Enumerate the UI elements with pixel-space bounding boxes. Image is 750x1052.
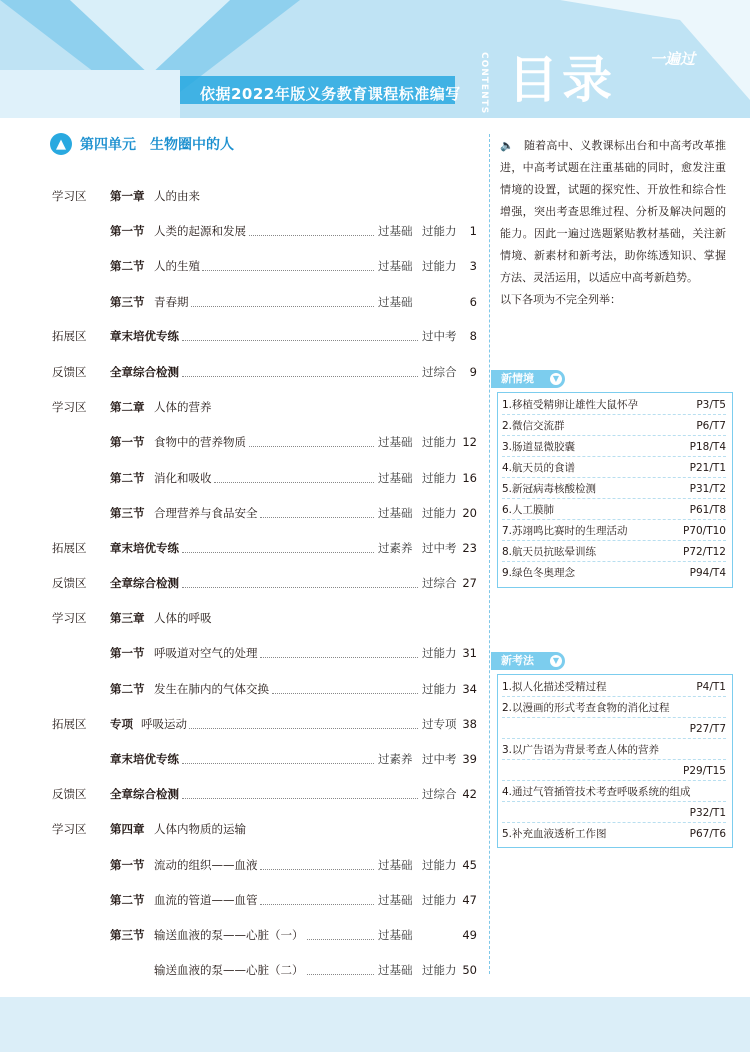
leader-dots [214, 482, 374, 483]
toc-page: 39 [462, 752, 477, 766]
toc-tag: 过基础 [378, 224, 413, 238]
toc-tag: 过基础 [378, 471, 413, 485]
list-item-ref: P29/T15 [682, 765, 726, 777]
toc-title: 血流的管道——血管 [154, 893, 258, 907]
toc-chapter: 全章综合检测 [110, 787, 179, 801]
list-item-text: 2.以漫画的形式考查食物的消化过程 [502, 702, 670, 714]
leader-dots [307, 974, 374, 975]
list-item-ref: P4/T1 [696, 681, 726, 693]
toc-tag: 过基础 [378, 963, 413, 977]
list-item-ref: P18/T4 [689, 441, 726, 453]
new-situations-label: 新情境 [501, 372, 534, 385]
toc-page: 27 [462, 576, 477, 590]
toc-chapter: 全章综合检测 [110, 365, 179, 379]
chevron-down-icon: ▼ [550, 655, 562, 667]
toc-chapter: 第一节 [110, 224, 145, 238]
leader-dots [182, 340, 418, 341]
leader-dots [182, 552, 374, 553]
toc-tag: 过能力 [422, 682, 457, 696]
page-title: 目录 [508, 51, 616, 109]
toc-row[interactable] [0, 538, 485, 558]
toc-title: 人类的起源和发展 [154, 224, 246, 238]
toc-tag: 过综合 [422, 365, 457, 379]
toc-page: 12 [462, 435, 477, 449]
toc-tag: 过能力 [422, 893, 457, 907]
toc-chapter: 专项 [110, 717, 133, 731]
toc-title: 发生在肺内的气体交换 [154, 682, 269, 696]
toc-tag: 过能力 [422, 963, 457, 977]
toc-chapter: 章末培优专练 [110, 541, 179, 555]
toc-tag: 过综合 [422, 576, 457, 590]
toc-page: 23 [462, 541, 477, 555]
toc-row[interactable] [0, 643, 485, 663]
toc-row[interactable] [0, 256, 485, 276]
toc-row[interactable] [0, 749, 485, 769]
toc-row[interactable] [0, 362, 485, 382]
toc-zone: 拓展区 [52, 329, 87, 343]
toc-row[interactable] [0, 925, 485, 945]
toc-page: 1 [469, 224, 477, 238]
toc-tag: 过中考 [422, 752, 457, 766]
leader-dots [182, 587, 418, 588]
unit-title: 第四单元 生物圈中的人 [80, 137, 234, 153]
toc-page: 6 [469, 295, 477, 309]
toc-page: 34 [462, 682, 477, 696]
toc-zone: 拓展区 [52, 717, 87, 731]
toc-row[interactable] [0, 503, 485, 523]
toc-chapter: 第二节 [110, 682, 145, 696]
list-item-text: 1.拟人化描述受精过程 [502, 681, 607, 693]
list-item-ref: P6/T7 [696, 420, 726, 432]
toc-tag: 过能力 [422, 506, 457, 520]
leader-dots [202, 270, 374, 271]
leader-dots [307, 939, 374, 940]
toc-zone: 反馈区 [52, 365, 87, 379]
list-item-ref: P70/T10 [682, 525, 726, 537]
toc-row[interactable] [0, 326, 485, 346]
new-situations-list [497, 392, 733, 588]
toc-page: 3 [469, 259, 477, 273]
leader-dots [189, 728, 418, 729]
toc-tag: 过基础 [378, 928, 413, 942]
list-item [502, 417, 726, 436]
leader-dots [249, 446, 374, 447]
list-item-ref: P32/T1 [689, 807, 726, 819]
list-item-ref: P31/T2 [689, 483, 726, 495]
toc-zone: 反馈区 [52, 576, 87, 590]
toc-row[interactable] [0, 186, 485, 206]
leader-dots [260, 904, 374, 905]
intro-note: 以下各项为不完全列举： [500, 293, 621, 306]
toc-chapter: 第二节 [110, 259, 145, 273]
toc-row[interactable] [0, 819, 485, 839]
leader-dots [182, 376, 418, 377]
list-item [502, 741, 726, 760]
toc-row[interactable] [0, 468, 485, 488]
list-item-ref: P3/T5 [696, 399, 726, 411]
leader-dots [272, 693, 418, 694]
toc-page: 31 [462, 646, 477, 660]
list-item [502, 720, 726, 739]
toc-row[interactable] [0, 855, 485, 875]
toc-chapter: 第二节 [110, 471, 145, 485]
list-item [502, 438, 726, 457]
toc-chapter: 第一节 [110, 646, 145, 660]
leader-dots [260, 657, 418, 658]
toc-title: 输送血液的泵——心脏（二） [154, 963, 304, 977]
toc-row[interactable] [0, 890, 485, 910]
toc-tag: 过基础 [378, 893, 413, 907]
toc-tag: 过素养 [378, 752, 413, 766]
toc-row[interactable] [0, 714, 485, 734]
toc-tag: 过能力 [422, 259, 457, 273]
toc-tag: 过专项 [422, 717, 457, 731]
header-banner [0, 0, 750, 118]
list-item [502, 804, 726, 823]
toc-zone: 学习区 [52, 189, 87, 203]
unit-heading [50, 133, 234, 155]
toc-tag: 过能力 [422, 224, 457, 238]
list-item [502, 678, 726, 697]
list-item-text: 7.苏翊鸣比赛时的生理活动 [502, 525, 628, 537]
toc-row[interactable] [0, 397, 485, 417]
list-item [502, 762, 726, 781]
toc-zone: 学习区 [52, 822, 87, 836]
toc-page: 49 [462, 928, 477, 942]
list-item-text: 4.航天员的食谱 [502, 462, 576, 474]
list-item-text: 2.微信交流群 [502, 420, 565, 432]
toc-title: 人体的营养 [154, 400, 212, 414]
list-item-text: 3.以广告语为背景考查人体的营养 [502, 744, 660, 756]
toc-zone: 学习区 [52, 611, 87, 625]
toc-page: 47 [462, 893, 477, 907]
toc-tag: 过综合 [422, 787, 457, 801]
toc-title: 人的生殖 [154, 259, 200, 273]
toc-tag: 过基础 [378, 435, 413, 449]
toc-title: 输送血液的泵——心脏（一） [154, 928, 304, 942]
toc-chapter: 第三节 [110, 506, 145, 520]
leader-dots [191, 306, 374, 307]
toc-page: 38 [462, 717, 477, 731]
new-situations-tab[interactable] [491, 370, 565, 388]
list-item [502, 459, 726, 478]
toc-tag: 过能力 [422, 646, 457, 660]
toc-title: 食物中的营养物质 [154, 435, 246, 449]
toc-chapter: 第二章 [110, 400, 145, 414]
toc-title: 人的由来 [154, 189, 200, 203]
leader-dots [249, 235, 374, 236]
list-item-ref: P27/T7 [689, 723, 726, 735]
toc-tag: 过能力 [422, 471, 457, 485]
toc-page: 42 [462, 787, 477, 801]
list-item-text: 3.肠道显微胶囊 [502, 441, 576, 453]
toc-chapter: 全章综合检测 [110, 576, 179, 590]
toc-row[interactable] [0, 432, 485, 452]
list-item [502, 501, 726, 520]
toc-chapter: 第一节 [110, 435, 145, 449]
list-item [502, 522, 726, 541]
toc-chapter: 第四章 [110, 822, 145, 836]
list-item-text: 5.补充血液透析工作图 [502, 828, 607, 840]
intro-text: 随着高中、义教课标出台和中高考改革推进，中高考试题在注重基础的同时，愈发注重情境的设置，试题的探究性、开放性和综合性增强，突出考查思维过程、分析及解决问题的能力。因此一遍过选题紧贴教材基础，关注新情境、新素材和新考法，助你练透知识、掌握方法、灵活运用，以适应中高考新趋势。 [500, 139, 726, 284]
column-divider [489, 134, 491, 974]
toc-zone: 反馈区 [52, 787, 87, 801]
toc-row[interactable] [0, 573, 485, 593]
list-item-ref: P21/T1 [689, 462, 726, 474]
list-item [502, 699, 726, 718]
new-methods-label: 新考法 [501, 654, 534, 667]
toc-row[interactable] [0, 608, 485, 628]
toc-title: 人体的呼吸 [154, 611, 212, 625]
leader-dots [260, 517, 374, 518]
list-item-text: 9.绿色冬奥理念 [502, 567, 576, 579]
running-figure-icon: ▲ [50, 133, 72, 155]
contents-label: CONTENTS [479, 52, 489, 115]
list-item-ref: P72/T12 [682, 546, 726, 558]
toc-page: 8 [469, 329, 477, 343]
brand-logo: 一遍过 [650, 50, 696, 68]
toc-title: 青春期 [154, 295, 189, 309]
new-methods-list [497, 674, 733, 848]
toc-tag: 过中考 [422, 541, 457, 555]
toc-title: 消化和吸收 [154, 471, 212, 485]
footer-band [0, 997, 750, 1052]
new-methods-tab[interactable] [491, 652, 565, 670]
toc-page: 9 [469, 365, 477, 379]
toc-chapter: 第三章 [110, 611, 145, 625]
toc-zone: 学习区 [52, 400, 87, 414]
toc-tag: 过中考 [422, 329, 457, 343]
leader-dots [182, 798, 418, 799]
toc-title: 呼吸运动 [141, 717, 187, 731]
toc-title: 合理营养与食品安全 [154, 506, 258, 520]
toc-tag: 过基础 [378, 858, 413, 872]
list-item-ref: P67/T6 [689, 828, 726, 840]
toc-chapter: 第一节 [110, 858, 145, 872]
leader-dots [260, 869, 374, 870]
list-item [502, 543, 726, 562]
toc-chapter: 章末培优专练 [110, 752, 179, 766]
toc-tag: 过素养 [378, 541, 413, 555]
subtitle: 依据2022年版义务教育课程标准编写 [200, 85, 461, 103]
toc-title: 呼吸道对空气的处理 [154, 646, 258, 660]
list-item [502, 783, 726, 802]
list-item-ref: P94/T4 [689, 567, 726, 579]
toc-zone: 拓展区 [52, 541, 87, 555]
toc-tag: 过基础 [378, 259, 413, 273]
toc-title: 人体内物质的运输 [154, 822, 246, 836]
list-item-text: 4.通过气管插管技术考查呼吸系统的组成 [502, 786, 691, 798]
intro-paragraph [500, 135, 726, 311]
toc-title: 流动的组织——血液 [154, 858, 258, 872]
list-item-text: 8.航天员抗眩晕训练 [502, 546, 597, 558]
toc-tag: 过基础 [378, 506, 413, 520]
list-item [502, 825, 726, 843]
chevron-down-icon: ▼ [550, 373, 562, 385]
toc-chapter: 第三节 [110, 295, 145, 309]
toc-tag: 过基础 [378, 295, 413, 309]
list-item-text: 6.人工膜肺 [502, 504, 555, 516]
toc-page: 20 [462, 506, 477, 520]
toc-chapter: 第三节 [110, 928, 145, 942]
toc-chapter: 第一章 [110, 189, 145, 203]
list-item [502, 396, 726, 415]
toc-row[interactable] [0, 784, 485, 804]
toc-chapter: 第二节 [110, 893, 145, 907]
toc-row[interactable] [0, 292, 485, 312]
toc-tag: 过能力 [422, 435, 457, 449]
leader-dots [182, 763, 374, 764]
toc-tag: 过能力 [422, 858, 457, 872]
toc-chapter: 章末培优专练 [110, 329, 179, 343]
toc-row[interactable] [0, 679, 485, 699]
list-item [502, 564, 726, 582]
list-item-text: 1.移植受精卵让雄性大鼠怀孕 [502, 399, 639, 411]
speaker-icon: 🔈 [500, 139, 514, 152]
list-item-ref: P61/T8 [689, 504, 726, 516]
toc-page: 45 [462, 858, 477, 872]
toc-row[interactable] [0, 221, 485, 241]
toc-page: 16 [462, 471, 477, 485]
list-item [502, 480, 726, 499]
list-item-text: 5.新冠病毒核酸检测 [502, 483, 597, 495]
toc-row[interactable] [0, 960, 485, 980]
toc-page: 50 [462, 963, 477, 977]
